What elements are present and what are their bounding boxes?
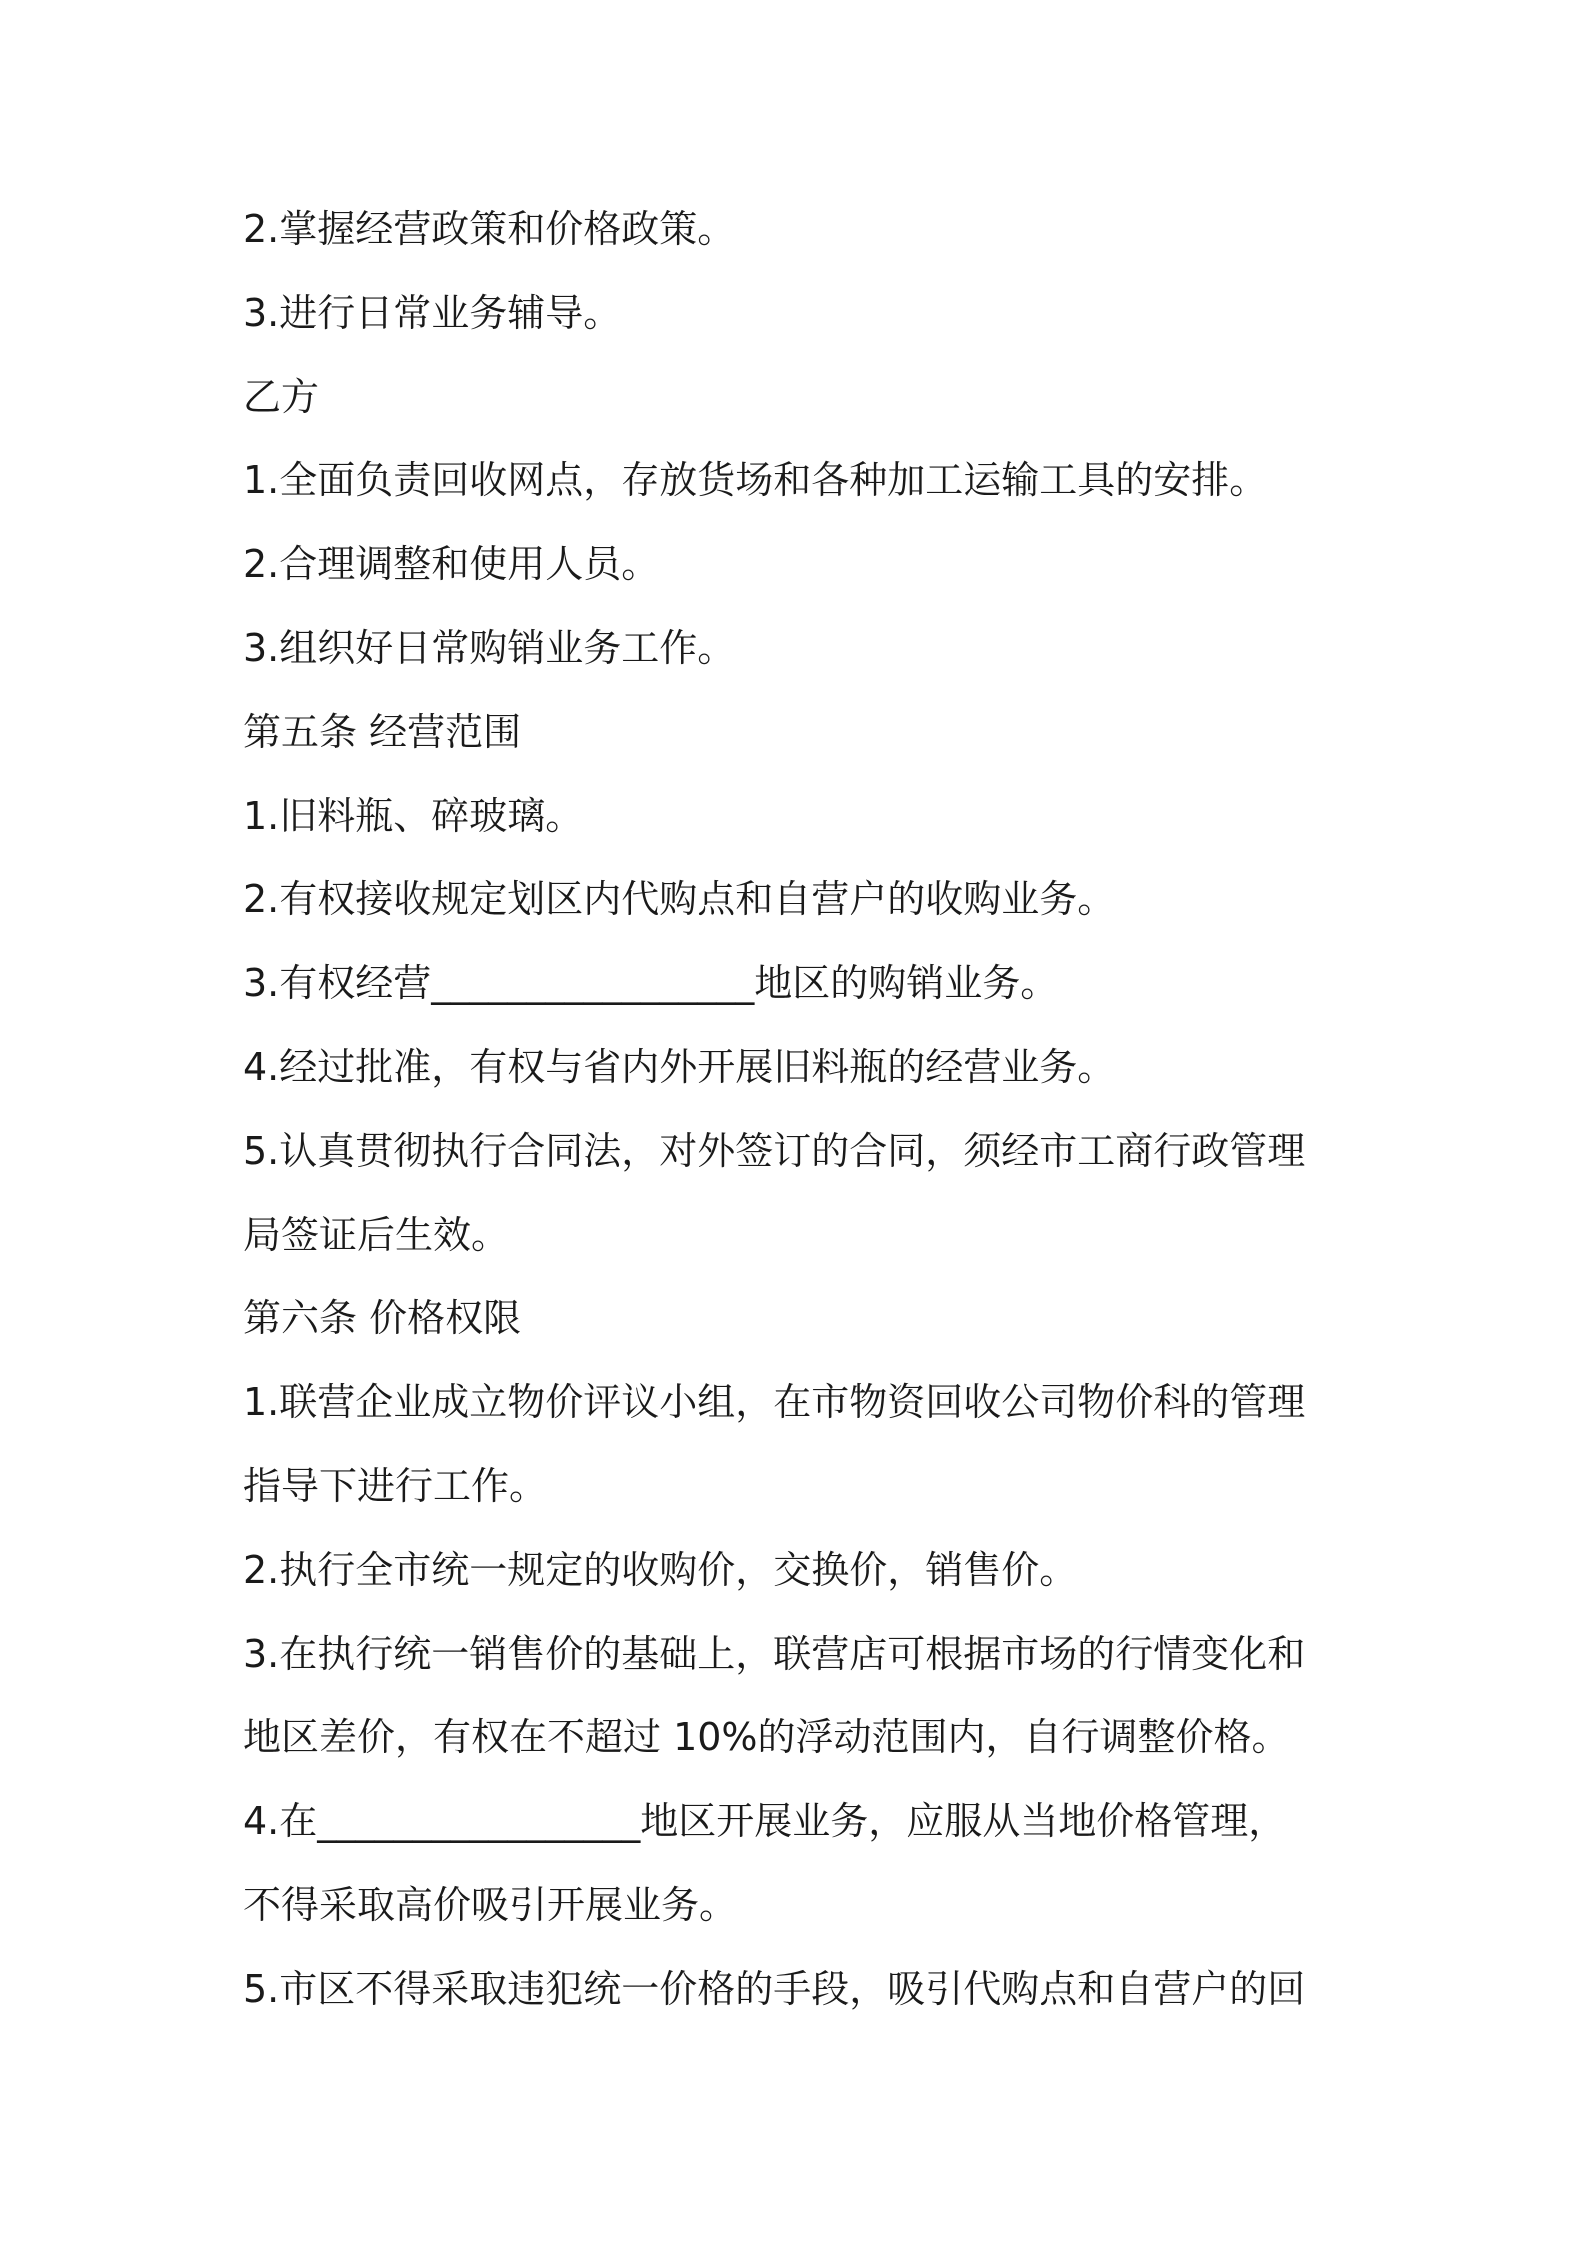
text-line: 3.进行日常业务辅导。: [243, 291, 622, 335]
text-line: 不得采取高价吸引开展业务。: [243, 1883, 738, 1927]
text-line: 2.合理调整和使用人员。: [243, 542, 660, 586]
text-line: 局签证后生效。: [243, 1213, 510, 1257]
text-line: 地区差价，有权在不超过 10%的浮动范围内，自行调整价格。: [243, 1715, 1290, 1759]
text-line: 2.掌握经营政策和价格政策。: [243, 207, 736, 251]
text-line: 指导下进行工作。: [243, 1464, 548, 1508]
text-line: 1.联营企业成立物价评议小组，在市物资回收公司物价科的管理: [243, 1380, 1306, 1424]
article-heading-5: 第五条 经营范围: [243, 710, 522, 754]
text-line: 1.全面负责回收网点，存放货场和各种加工运输工具的安排。: [243, 458, 1268, 502]
text-line: 3.在执行统一销售价的基础上，联营店可根据市场的行情变化和: [243, 1632, 1306, 1676]
section-heading-party-b: 乙方: [243, 375, 320, 419]
text-line: 4.在_________________地区开展业务，应服从当地价格管理，: [243, 1799, 1287, 1843]
text-line: 5.认真贯彻执行合同法，对外签订的合同，须经市工商行政管理: [243, 1129, 1306, 1173]
text-line: 4.经过批准，有权与省内外开展旧料瓶的经营业务。: [243, 1045, 1116, 1089]
text-line: 3.组织好日常购销业务工作。: [243, 626, 736, 670]
text-line: 5.市区不得采取违犯统一价格的手段，吸引代购点和自营户的回: [243, 1967, 1306, 2011]
text-line: 3.有权经营_________________地区的购销业务。: [243, 961, 1059, 1005]
text-line: 2.执行全市统一规定的收购价，交换价，销售价。: [243, 1548, 1078, 1592]
article-heading-6: 第六条 价格权限: [243, 1296, 522, 1340]
text-line: 2.有权接收规定划区内代购点和自营户的收购业务。: [243, 877, 1116, 921]
text-line: 1.旧料瓶、碎玻璃。: [243, 794, 584, 838]
